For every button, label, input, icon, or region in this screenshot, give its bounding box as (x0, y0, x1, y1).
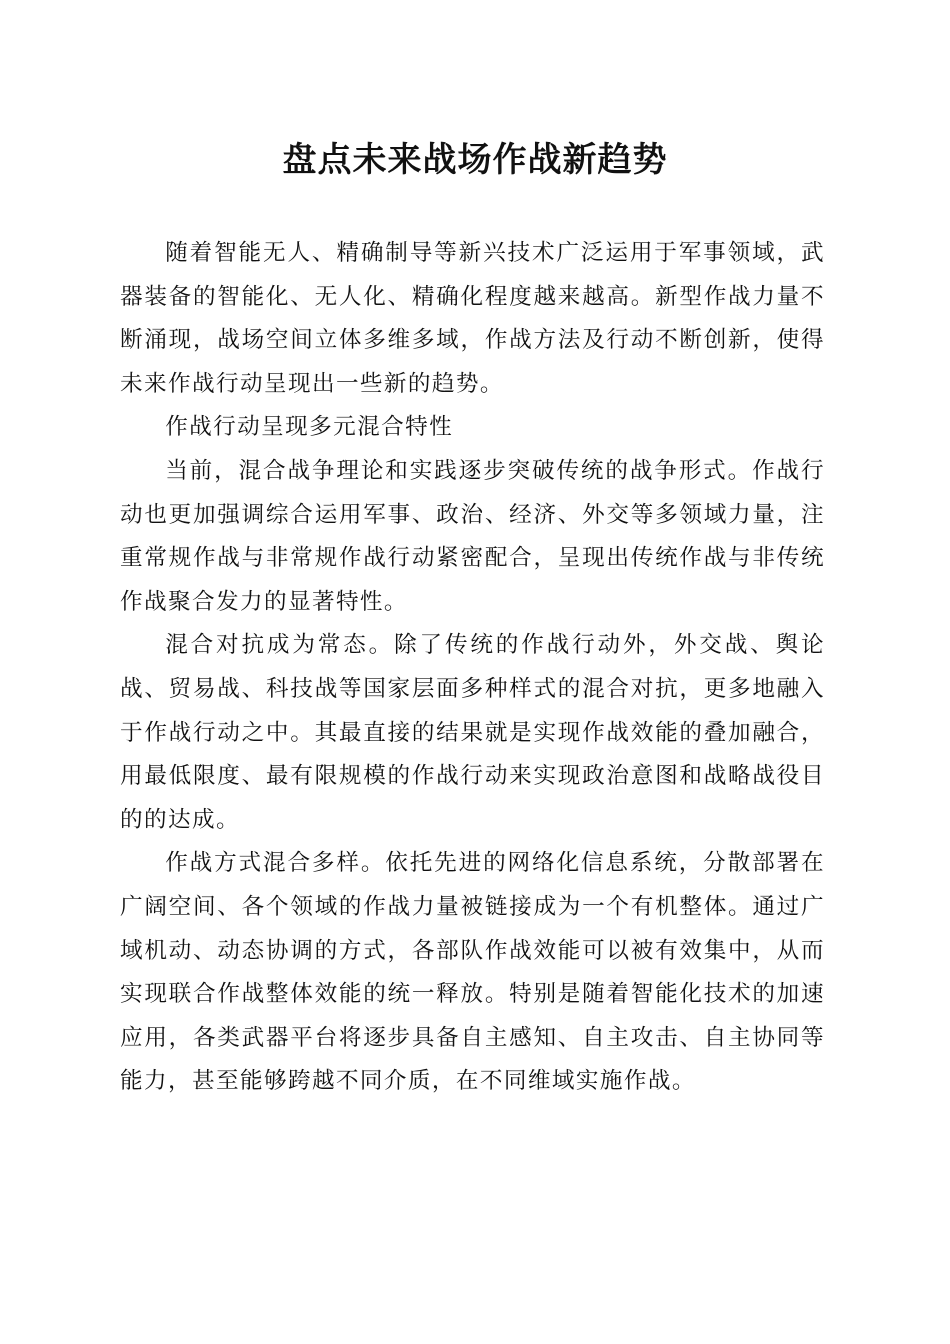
section-heading: 作战行动呈现多元混合特性 (165, 414, 454, 441)
document-title: 盘点未来战场作战新趋势 (282, 140, 668, 180)
paragraph-current: 当前，混合战争理论和实践逐步突破传统的战争形式。作战行动也更加强调综合运用军事、政治、经济、外交等多领域力量，注重常规作战与非常规作战行动紧密配合，呈现出传统作战与非传统作战聚合发力的显著特性。 (120, 457, 825, 615)
document-body (120, 232, 825, 1104)
paragraph-hybrid-confrontation: 混合对抗成为常态。除了传统的作战行动外，外交战、舆论战、贸易战、科技战等国家层面多种样式的混合对抗，更多地融入于作战行动之中。其最直接的结果就是实现作战效能的叠加融合，用最低限度、最有限规模的作战行动来实现政治意图和战略战役目的的达成。 (120, 632, 825, 833)
paragraph-combat-methods: 作战方式混合多样。依托先进的网络化信息系统，分散部署在广阔空间、各个领域的作战力量被链接成为一个有机整体。通过广域机动、动态协调的方式，各部队作战效能可以被有效集中，从而实现联合作战整体效能的统一释放。特别是随着智能化技术的加速应用，各类武器平台将逐步具备自主感知、自主攻击、自主协同等能力，甚至能够跨越不同介质，在不同维域实施作战。 (120, 850, 825, 1095)
paragraph-intro: 随着智能无人、精确制导等新兴技术广泛运用于军事领域，武器装备的智能化、无人化、精确化程度越来越高。新型作战力量不断涌现，战场空间立体多维多域，作战方法及行动不断创新，使得未来作战行动呈现出一些新的趋势。 (120, 240, 825, 397)
